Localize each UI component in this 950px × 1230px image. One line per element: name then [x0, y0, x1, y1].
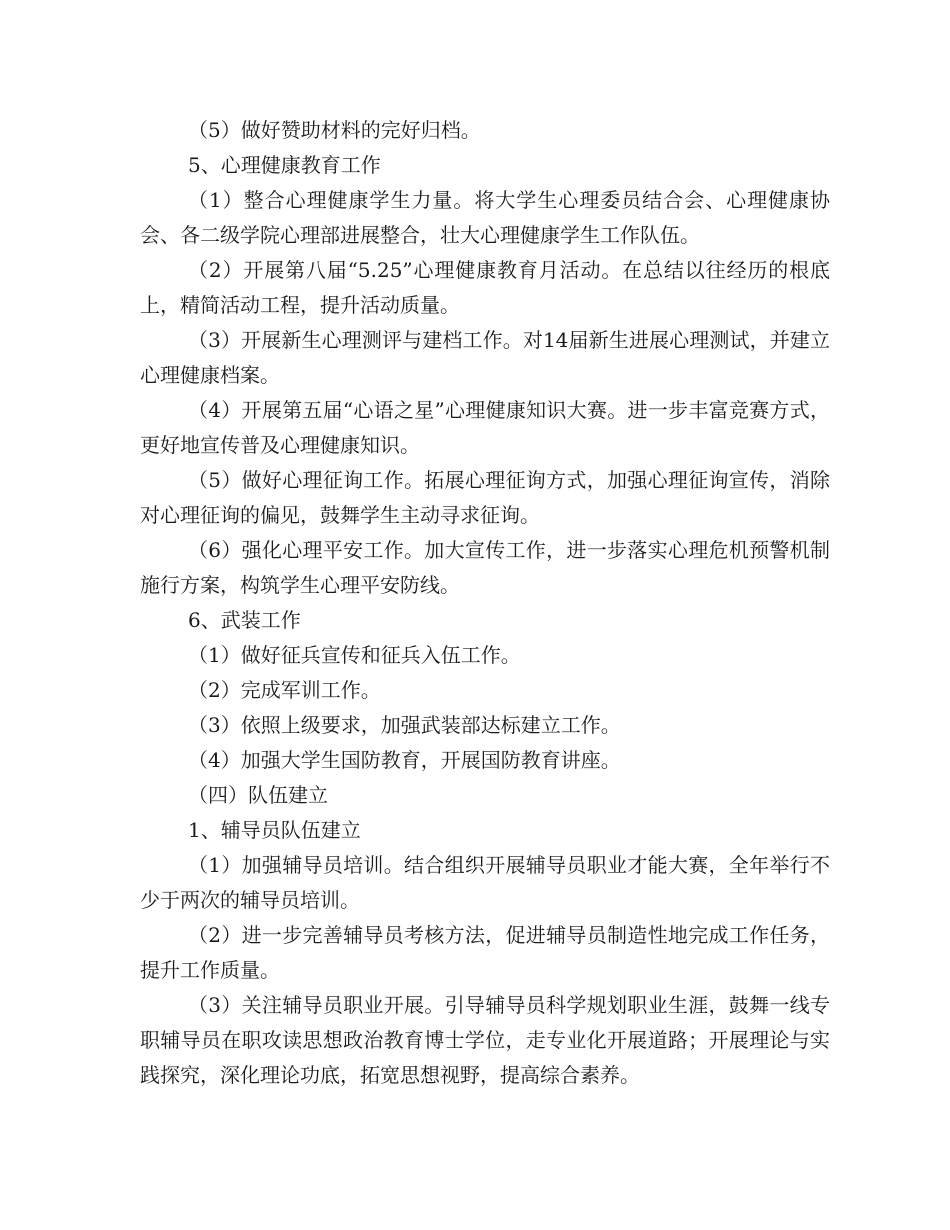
paragraph-mental-health-5: （5）做好心理征询工作。拓展心理征询方式，加强心理征询宣传，消除对心理征询的偏见，鼓舞学生主动寻求征询。	[140, 468, 830, 527]
paragraph-counselor-2: （2）进一步完善辅导员考核方法，促进辅导员制造性地完成工作任务，提升工作质量。	[140, 923, 830, 982]
section-heading-team-building: （四）队伍建立	[188, 783, 328, 807]
paragraph-mental-health-4: （4）开展第五届“心语之星”心理健康知识大赛。进一步丰富竞赛方式，更好地宣传普及心理健康知识。	[140, 398, 830, 457]
paragraph-armed-forces-1: （1）做好征兵宣传和征兵入伍工作。	[188, 643, 521, 667]
paragraph-armed-forces-3: （3）依照上级要求，加强武装部达标建立工作。	[188, 713, 621, 737]
paragraph-mental-health-6: （6）强化心理平安工作。加大宣传工作，进一步落实心理危机预警机制施行方案，构筑学生心理平安防线。	[140, 538, 830, 597]
paragraph-counselor-3: （3）关注辅导员职业开展。引导辅导员科学规划职业生涯，鼓舞一线专职辅导员在职攻读思想政治教育博士学位，走专业化开展道路；开展理论与实践探究，深化理论功底，拓宽思想视野，提高综合素养。	[140, 993, 830, 1087]
paragraph-mental-health-3: （3）开展新生心理测评与建档工作。对14届新生进展心理测试，并建立心理健康档案。	[140, 328, 830, 387]
section-heading-armed-forces: 6、武装工作	[188, 608, 301, 632]
document-body	[140, 113, 830, 1093]
paragraph-sponsor-archive: （5）做好赞助材料的完好归档。	[188, 118, 481, 142]
paragraph-armed-forces-4: （4）加强大学生国防教育，开展国防教育讲座。	[188, 748, 621, 772]
section-heading-mental-health: 5、心理健康教育工作	[188, 153, 381, 177]
paragraph-mental-health-2: （2）开展第八届“5.25”心理健康教育月活动。在总结以往经历的根底上，精简活动工程，提升活动质量。	[140, 258, 830, 317]
subsection-heading-counselor-team: 1、辅导员队伍建立	[188, 818, 361, 842]
paragraph-armed-forces-2: （2）完成军训工作。	[188, 678, 381, 702]
paragraph-mental-health-1: （1）整合心理健康学生力量。将大学生心理委员结合会、心理健康协会、各二级学院心理部进展整合，壮大心理健康学生工作队伍。	[140, 188, 830, 247]
paragraph-counselor-1: （1）加强辅导员培训。结合组织开展辅导员职业才能大赛，全年举行不少于两次的辅导员培训。	[140, 853, 830, 912]
